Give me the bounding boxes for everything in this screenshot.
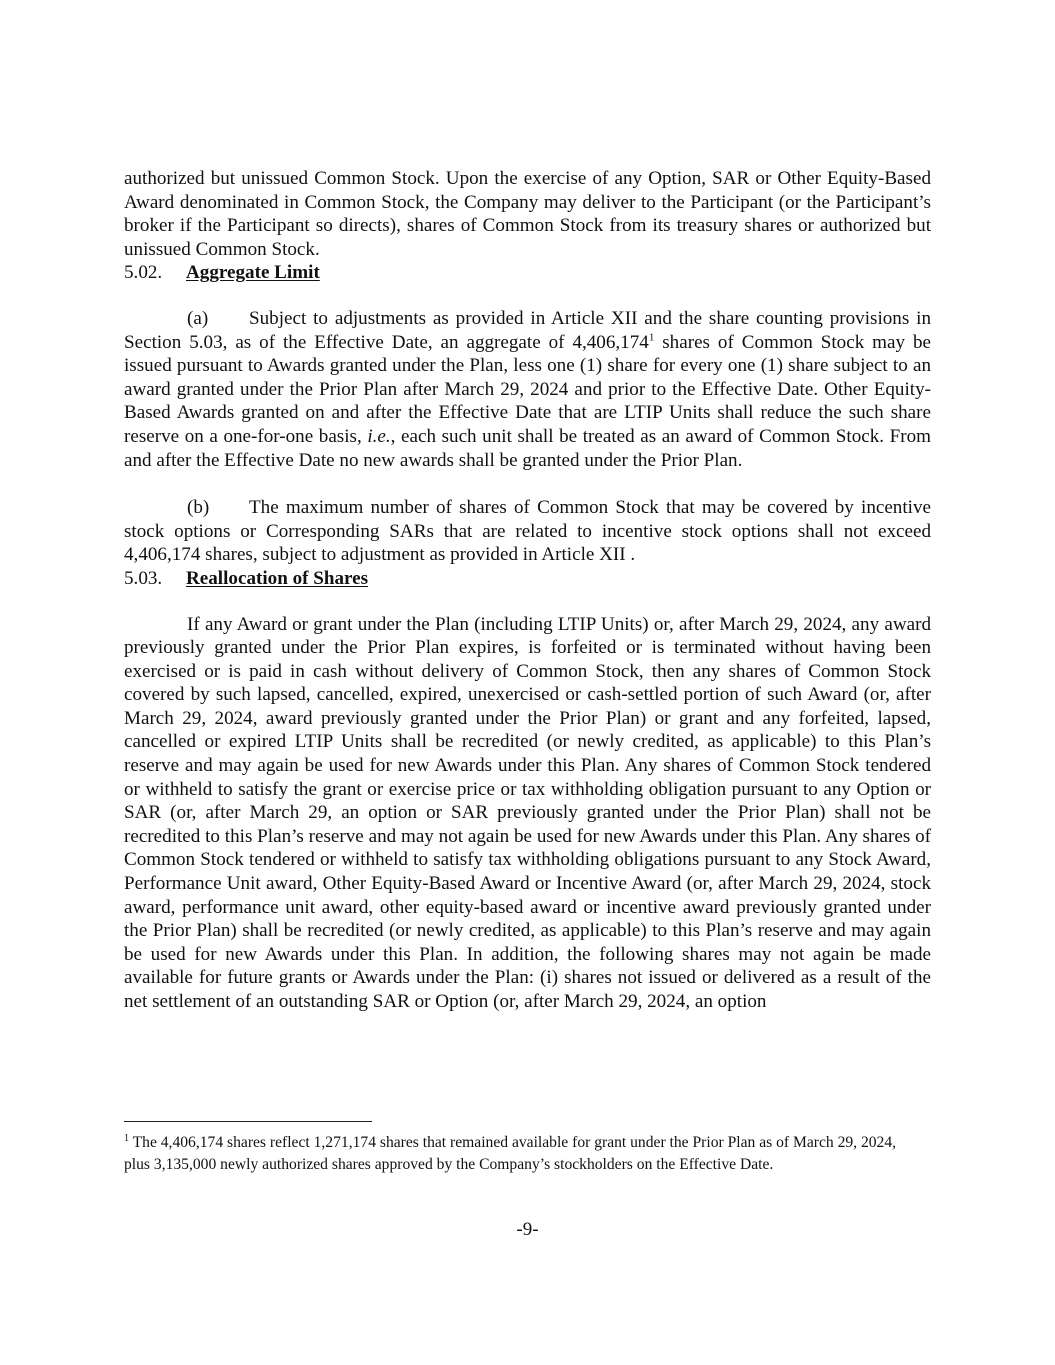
carryover-paragraph: authorized but unissued Common Stock. Upon the exercise of any Option, SAR or Other Equity-Based Award denominated in Common Stock, the Company may deliver to the Participant (or the Participant’s broker if the Participant so directs), shares of Common Stock from its treasury shares or authorized but unissued Common Stock. <box>124 168 931 260</box>
paragraph-label: (b) <box>187 497 210 519</box>
section-title: Aggregate Limit <box>186 262 320 284</box>
paragraph-text: The maximum number of shares of Common Stock that may be covered by incentive stock options or Corresponding SARs that are related to incentive stock options shall not exceed 4,406,174 shares, subject to adjustment as provided in Article XII . <box>124 497 931 566</box>
paragraph-text: , each such unit shall be treated as an award of Common Stock. From and after the Effective Date no new awards shall be granted under the Prior Plan. <box>124 425 932 471</box>
page-number: -9- <box>516 1219 539 1240</box>
italic-abbreviation: i.e. <box>367 425 391 447</box>
footnote-marker: 1 <box>124 1132 129 1144</box>
section-502-paragraph-b <box>124 496 931 567</box>
paragraph-label: (a) <box>187 307 209 329</box>
footnote-reference: 1 <box>648 331 655 344</box>
section-number: 5.02. <box>124 262 163 284</box>
section-502-heading <box>124 261 931 285</box>
section-number: 5.03. <box>124 567 163 589</box>
footnote-text: The 4,406,174 shares reflect 1,271,174 shares that remained available for grant under the Prior Plan as of March 29, 2024, plus 3,135,000 newly authorized shares approved by the Company’s stockholders on the Effective Date. <box>124 1134 897 1173</box>
section-title: Reallocation of Shares <box>186 567 369 589</box>
section-502-paragraph-a <box>124 307 931 472</box>
paragraph-text: shares of Common Stock may be issued pursuant to Awards granted under the Plan, less one (1) share for every one (1) share subject to an award granted under the Prior Plan after March 29, 2024 and prior to the Effective Date. Other Equity-Based Awards granted on and after the Effective Date that are LTIP Units shall reduce the such share reserve on a one-for-one basis, <box>124 331 931 447</box>
paragraph-text: Subject to adjustments as provided in Article XII and the share counting provisions in Section 5.03, as of the Effective Date, an aggregate of 4,406,174 <box>124 307 931 353</box>
footnote <box>124 1132 924 1176</box>
section-503-heading <box>124 567 931 591</box>
footnote-divider <box>124 1121 372 1122</box>
section-503-paragraph: If any Award or grant under the Plan (including LTIP Units) or, after March 29, 2024, any award previously granted under the Prior Plan expires, is forfeited or is terminated without having been exercised or is paid in cash without delivery of Common Stock, then any shares of Common Stock covered by such lapsed, cancelled, expired, unexercised or cash-settled portion of such Award (or, after March 29, 2024, award previously granted under the Prior Plan) or grant and any forfeited, lapsed, cancelled or expired LTIP Units shall be recredited (or newly credited, as applicable) to this Plan’s reserve and may again be used for new Awards under this Plan. Any shares of Common Stock tendered or withheld to satisfy the grant or exercise price or tax withholding obligation pursuant to any Option or SAR (or, after March 29, an option or SAR previously granted under the Prior Plan) shall not be recredited to this Plan’s reserve and may not again be used for new Awards under this Plan. Any shares of Common Stock tendered or withheld to satisfy tax withholding obligations pursuant to any Stock Award, Performance Unit award, Other Equity-Based Award or Incentive Award (or, after March 29, 2024, stock award, performance unit award, other equity-based award or incentive award previously granted under the Prior Plan) shall be recredited (or newly credited, as applicable) to this Plan’s reserve and may again be used for new Awards under this Plan. In addition, the following shares may not again be made available for future grants or Awards under the Plan: (i) shares not issued or delivered as a result of the net settlement of an outstanding SAR or Option (or, after March 29, 2024, an option <box>124 613 931 1012</box>
document-body <box>124 167 931 1014</box>
